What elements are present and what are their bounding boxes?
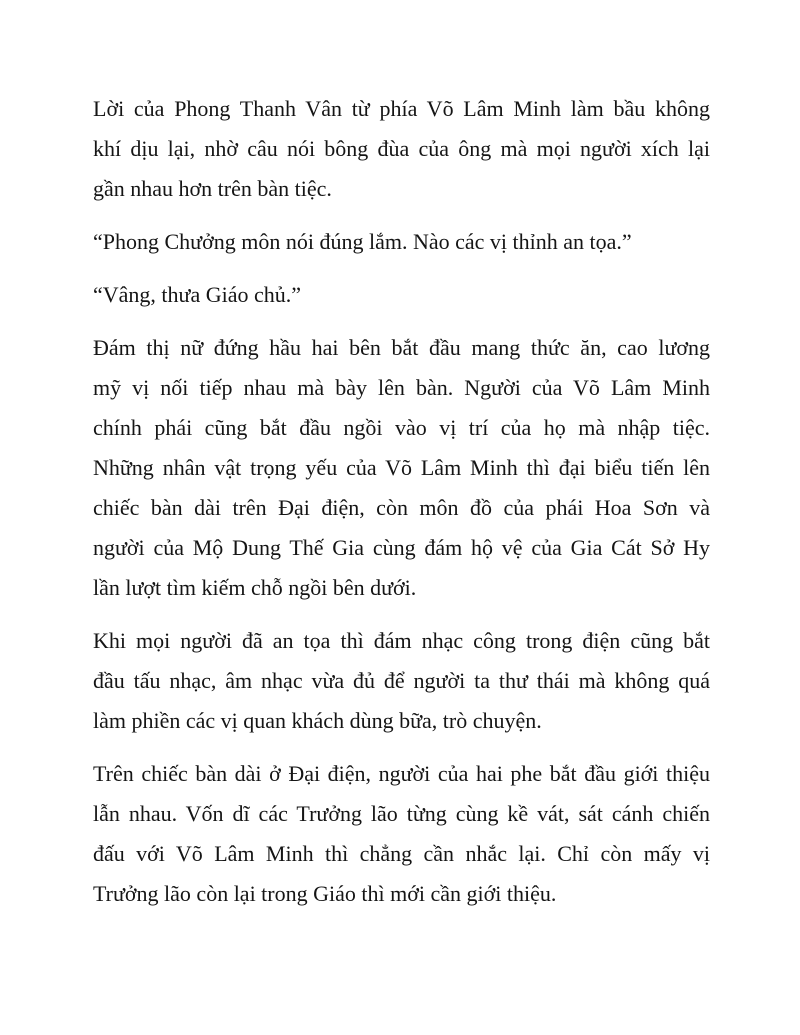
text-line: đầu tấu nhạc, âm nhạc vừa đủ để người ta thư thái mà không quá — [93, 668, 710, 693]
paragraph-5 — [93, 621, 710, 741]
text-line: Những nhân vật trọng yếu của Võ Lâm Minh thì đại biểu tiến lên — [93, 455, 710, 480]
paragraph-6 — [93, 754, 710, 914]
text-line: “Phong Chưởng môn nói đúng lắm. Nào các vị thỉnh an tọa.” — [93, 229, 632, 254]
paragraph-2 — [93, 222, 710, 262]
text-line: người của Mộ Dung Thế Gia cùng đám hộ vệ của Gia Cát Sở Hy — [93, 535, 710, 560]
text-line: gần nhau hơn trên bàn tiệc. — [93, 176, 332, 201]
text-line: “Vâng, thưa Giáo chủ.” — [93, 282, 302, 307]
text-line: Trên chiếc bàn dài ở Đại điện, người của hai phe bắt đầu giới thiệu — [93, 761, 710, 786]
text-line: chiếc bàn dài trên Đại điện, còn môn đồ của phái Hoa Sơn và — [93, 495, 710, 520]
text-line: Đám thị nữ đứng hầu hai bên bắt đầu mang thức ăn, cao lương — [93, 335, 710, 360]
text-line: Trưởng lão còn lại trong Giáo thì mới cần giới thiệu. — [93, 881, 557, 906]
text-line: Khi mọi người đã an tọa thì đám nhạc công trong điện cũng bắt — [93, 628, 710, 653]
text-line: mỹ vị nối tiếp nhau mà bày lên bàn. Người của Võ Lâm Minh — [93, 375, 710, 400]
text-line: lần lượt tìm kiếm chỗ ngồi bên dưới. — [93, 575, 417, 600]
paragraph-3 — [93, 275, 710, 315]
text-line: lẫn nhau. Vốn dĩ các Trưởng lão từng cùng kề vát, sát cánh chiến — [93, 801, 710, 826]
text-line: đấu với Võ Lâm Minh thì chẳng cần nhắc lại. Chỉ còn mấy vị — [93, 841, 710, 866]
paragraph-4 — [93, 328, 710, 608]
text-line: làm phiền các vị quan khách dùng bữa, trò chuyện. — [93, 708, 542, 733]
paragraph-1 — [93, 89, 710, 209]
text-line: khí dịu lại, nhờ câu nói bông đùa của ông mà mọi người xích lại — [93, 136, 710, 161]
text-line: chính phái cũng bắt đầu ngồi vào vị trí của họ mà nhập tiệc. — [93, 415, 710, 440]
text-line: Lời của Phong Thanh Vân từ phía Võ Lâm Minh làm bầu không — [93, 96, 710, 121]
document-text-body — [93, 89, 710, 927]
